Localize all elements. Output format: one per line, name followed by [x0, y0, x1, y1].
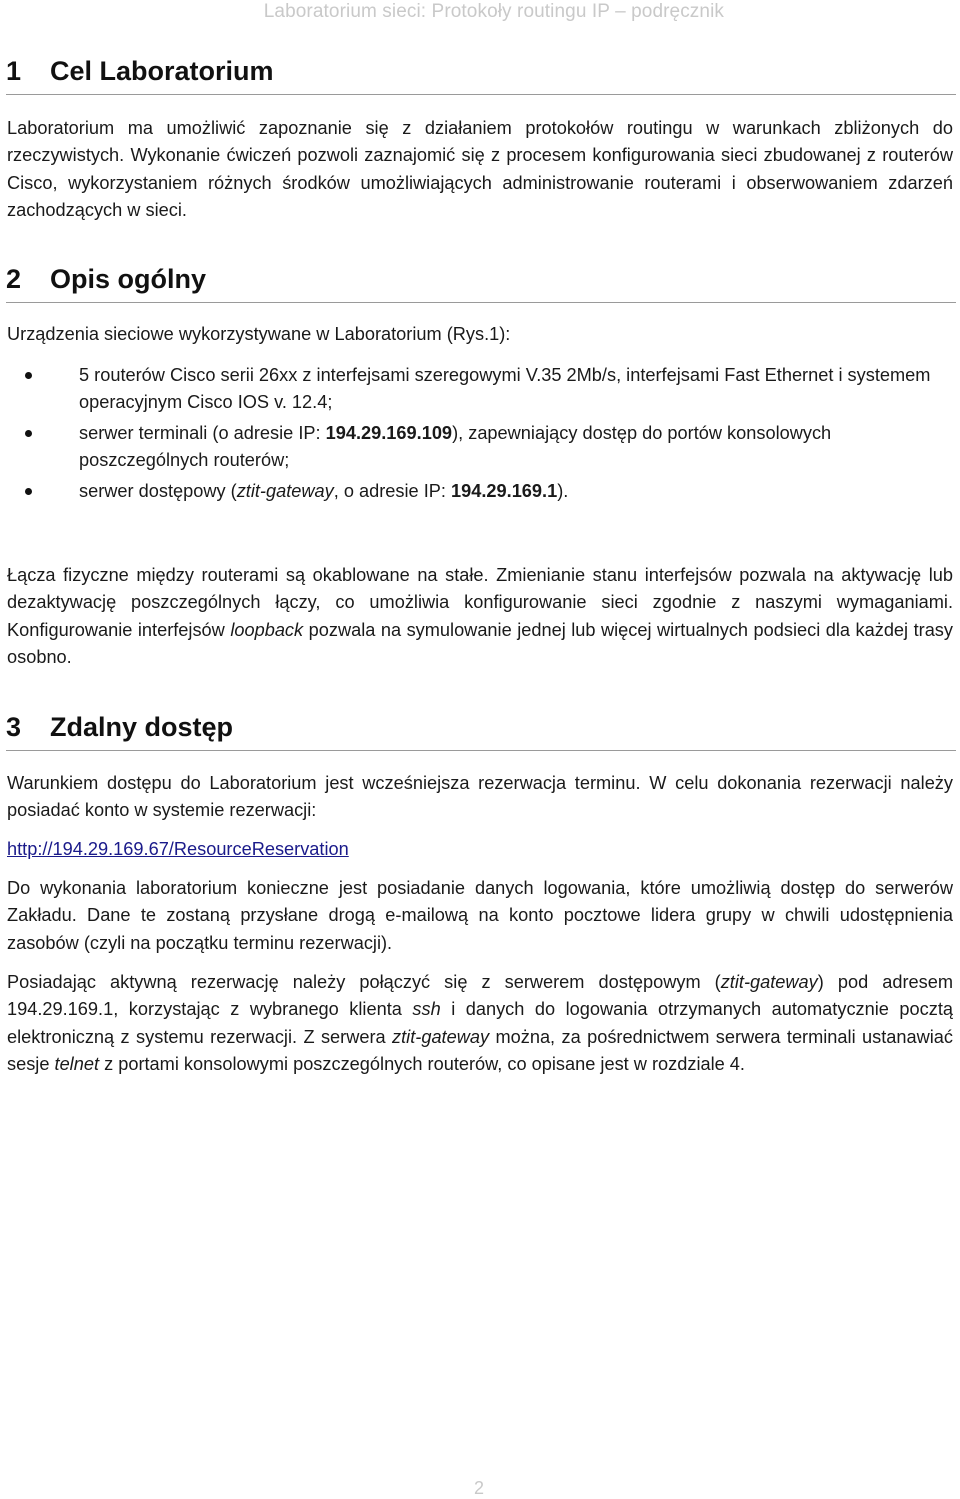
section-3-number: 3: [6, 712, 22, 742]
section-3-title: Zdalny dostęp: [50, 712, 234, 742]
reservation-link-line: [7, 836, 953, 863]
terminal-server-ip: 194.29.169.109: [325, 422, 453, 443]
list-item: [0, 420, 949, 475]
section-1-number: 1: [6, 56, 22, 86]
paragraph-text: można, za pośrednictwem serwera terminali ustanawiać sesje: [7, 1026, 953, 1075]
paragraph-text: z portami konsolowymi poszczególnych routerów, co opisane jest w rozdziale 4.: [99, 1054, 745, 1075]
list-item: [0, 362, 949, 417]
list-item-text: 5 routerów Cisco serii 26xx z interfejsami szeregowymi V.35 2Mb/s, interfejsami Fast Ethernet i systemem operacyjnym Cisco IOS v. 12.4;: [79, 365, 931, 413]
section-1-heading: [6, 54, 956, 95]
paragraph-text: Łącza fizyczne między routerami są okablowane na stałe. Zmienianie stanu interfejsów pozwala na aktywację lub dezaktywację poszczególnych łączy, co umożliwia konfigurowanie sieci zgodnie z naszymi wymaganiami. Konfigurowanie interfejsów: [7, 565, 953, 640]
gateway-name: ztit-gateway: [392, 1026, 490, 1047]
section-3-paragraph-2: Do wykonania laboratorium konieczne jest posiadanie danych logowania, które umożliwią dostęp do serwerów Zakładu. Dane te zostaną przysłane drogą e-mailową na konto pocztowe lidera grupy w chwili udostępnienia zasobów (czyli na początku terminu rezerwacji).: [7, 878, 953, 953]
section-3-heading: [6, 710, 956, 751]
section-2-number: 2: [6, 264, 22, 294]
paragraph-text: i danych do logowania otrzymanych automatycznie pocztą elektroniczną z systemu rezerwacji. Z serwera: [7, 999, 953, 1047]
section-2-intro: Urządzenia sieciowe wykorzystywane w Laboratorium (Rys.1):: [7, 324, 511, 344]
gateway-ip: 194.29.169.1: [451, 480, 558, 501]
section-3-paragraph-3: [7, 969, 953, 1079]
device-list: [0, 362, 960, 508]
list-item-text-post: ).: [557, 480, 569, 501]
list-item-text-mid: , o adresie IP:: [333, 480, 452, 501]
section-3-paragraph-1: Warunkiem dostępu do Laboratorium jest wcześniejsza rezerwacja terminu. W celu dokonania rezerwacji należy posiadać konto w systemie rezerwacji:: [7, 773, 953, 821]
bullet-icon: [25, 488, 32, 495]
section-2-heading: [6, 262, 956, 303]
paragraph-text: pozwala na symulowanie jednej lub więcej wirtualnych podsieci dla każdej trasy osobno.: [7, 619, 953, 668]
bullet-icon: [25, 372, 32, 379]
list-item-text-pre: serwer dostępowy (: [79, 480, 237, 501]
paragraph-text: ) pod adresem 194.29.169.1, korzystając z wybranego klienta: [7, 972, 953, 1020]
telnet-term: telnet: [54, 1054, 100, 1075]
bullet-icon: [25, 430, 32, 437]
running-header: Laboratorium sieci: Protokoły routingu IP – podręcznik: [263, 1, 724, 22]
gateway-name: ztit-gateway: [720, 972, 818, 992]
list-item-text-post: ), zapewniający dostęp do portów konsolowych poszczególnych routerów;: [79, 422, 832, 471]
section-2-paragraph: [7, 562, 953, 672]
section-1-title: Cel Laboratorium: [50, 56, 274, 86]
paragraph-text: Posiadając aktywną rezerwację należy połączyć się z serwerem dostępowym (: [7, 972, 721, 992]
gateway-name: ztit-gateway: [236, 480, 334, 501]
list-item-text-pre: serwer terminali (o adresie IP:: [79, 422, 326, 443]
page-number: 2: [474, 1478, 485, 1498]
list-item: [0, 478, 949, 505]
ssh-term: ssh: [412, 999, 441, 1020]
loopback-term: loopback: [230, 619, 304, 640]
reservation-link[interactable]: http://194.29.169.67/ResourceReservation: [7, 839, 349, 859]
section-1-paragraph: Laboratorium ma umożliwić zapoznanie się z działaniem protokołów routingu w warunkach zbliżonych do rzeczywistych. Wykonanie ćwiczeń pozwoli zaznajomić się z procesem konfigurowania sieci zbudowanej z routerów Cisco, wykorzystaniem różnych środków umożliwiających administrowanie routerami i obserwowaniem zdarzeń zachodzących w sieci.: [7, 118, 953, 221]
section-2-title: Opis ogólny: [50, 264, 207, 294]
